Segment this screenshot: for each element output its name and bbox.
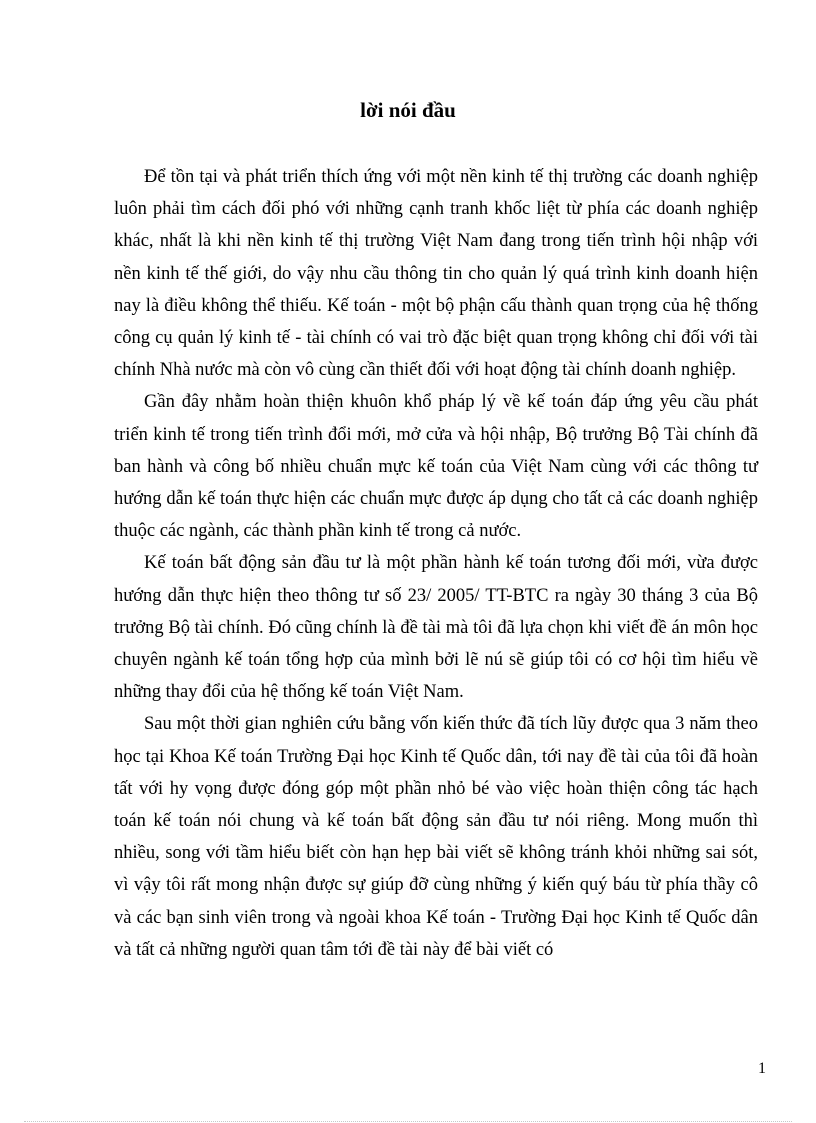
body-text xyxy=(114,161,758,966)
page-number: 1 xyxy=(758,1060,766,1077)
paragraph-3: Kế toán bất động sản đầu tư là một phần hành kế toán tương đối mới, vừa được hướng dẫn thực hiện theo thông tư số 23/ 2005/ TT-BTC ra ngày 30 tháng 3 của Bộ trưởng Bộ tài chính. Đó cũng chính là đề tài mà tôi đã lựa chọn khi viết đề án môn học chuyên ngành kế toán tổng hợp của mình bởi lẽ nú sẽ giúp tôi có cơ hội tìm hiểu về những thay đổi của hệ thống kế toán Việt Nam. xyxy=(114,553,758,703)
page-title: lời nói đầu xyxy=(360,98,456,122)
paragraph-1: Để tồn tại và phát triển thích ứng với một nền kinh tế thị trường các doanh nghiệp luôn phải tìm cách đối phó với những cạnh tranh khốc liệt từ phía các doanh nghiệp khác, nhất là khi nền kinh tế thị trường Việt Nam đang trong tiến trình hội nhập với nền kinh tế thế giới, do vậy nhu cầu thông tin cho quản lý quá trình kinh doanh hiện nay là điều không thể thiếu. Kế toán - một bộ phận cấu thành quan trọng của hệ thống công cụ quản lý kinh tế - tài chính có vai trò đặc biệt quan trọng không chỉ đối với tài chính Nhà nước mà còn vô cùng cần thiết đối với hoạt động tài chính doanh nghiệp. xyxy=(114,167,758,381)
paragraph-4: Sau một thời gian nghiên cứu bằng vốn kiến thức đã tích lũy được qua 3 năm theo học tại Khoa Kế toán Trường Đại học Kinh tế Quốc dân, tới nay đề tài của tôi đã hoàn tất với hy vọng được đóng góp một phần nhỏ bé vào việc hoàn thiện công tác hạch toán kế toán nói chung và kế toán bất động sản đầu tư nói riêng. Mong muốn thì nhiều, song với tầm hiểu biết còn hạn hẹp bài viết sẽ không tránh khỏi những sai sót, vì vậy tôi rất mong nhận được sự giúp đỡ cùng những ý kiến quý báu từ phía thầy cô và các bạn sinh viên trong và ngoài khoa Kế toán - Trường Đại học Kinh tế Quốc dân và tất cả những người quan tâm tới đề tài này để bài viết có xyxy=(114,714,758,960)
paragraph-2: Gần đây nhằm hoàn thiện khuôn khổ pháp lý về kế toán đáp ứng yêu cầu phát triển kinh tế trong tiến trình đổi mới, mở cửa và hội nhập, Bộ trưởng Bộ Tài chính đã ban hành và công bố nhiều chuẩn mực kế toán của Việt Nam cùng với các thông tư hướng dẫn kế toán thực hiện các chuẩn mực được áp dụng cho tất cả các doanh nghiệp thuộc các ngành, các thành phần kinh tế trong cả nước. xyxy=(114,392,758,542)
page-bottom-divider xyxy=(24,1121,792,1122)
